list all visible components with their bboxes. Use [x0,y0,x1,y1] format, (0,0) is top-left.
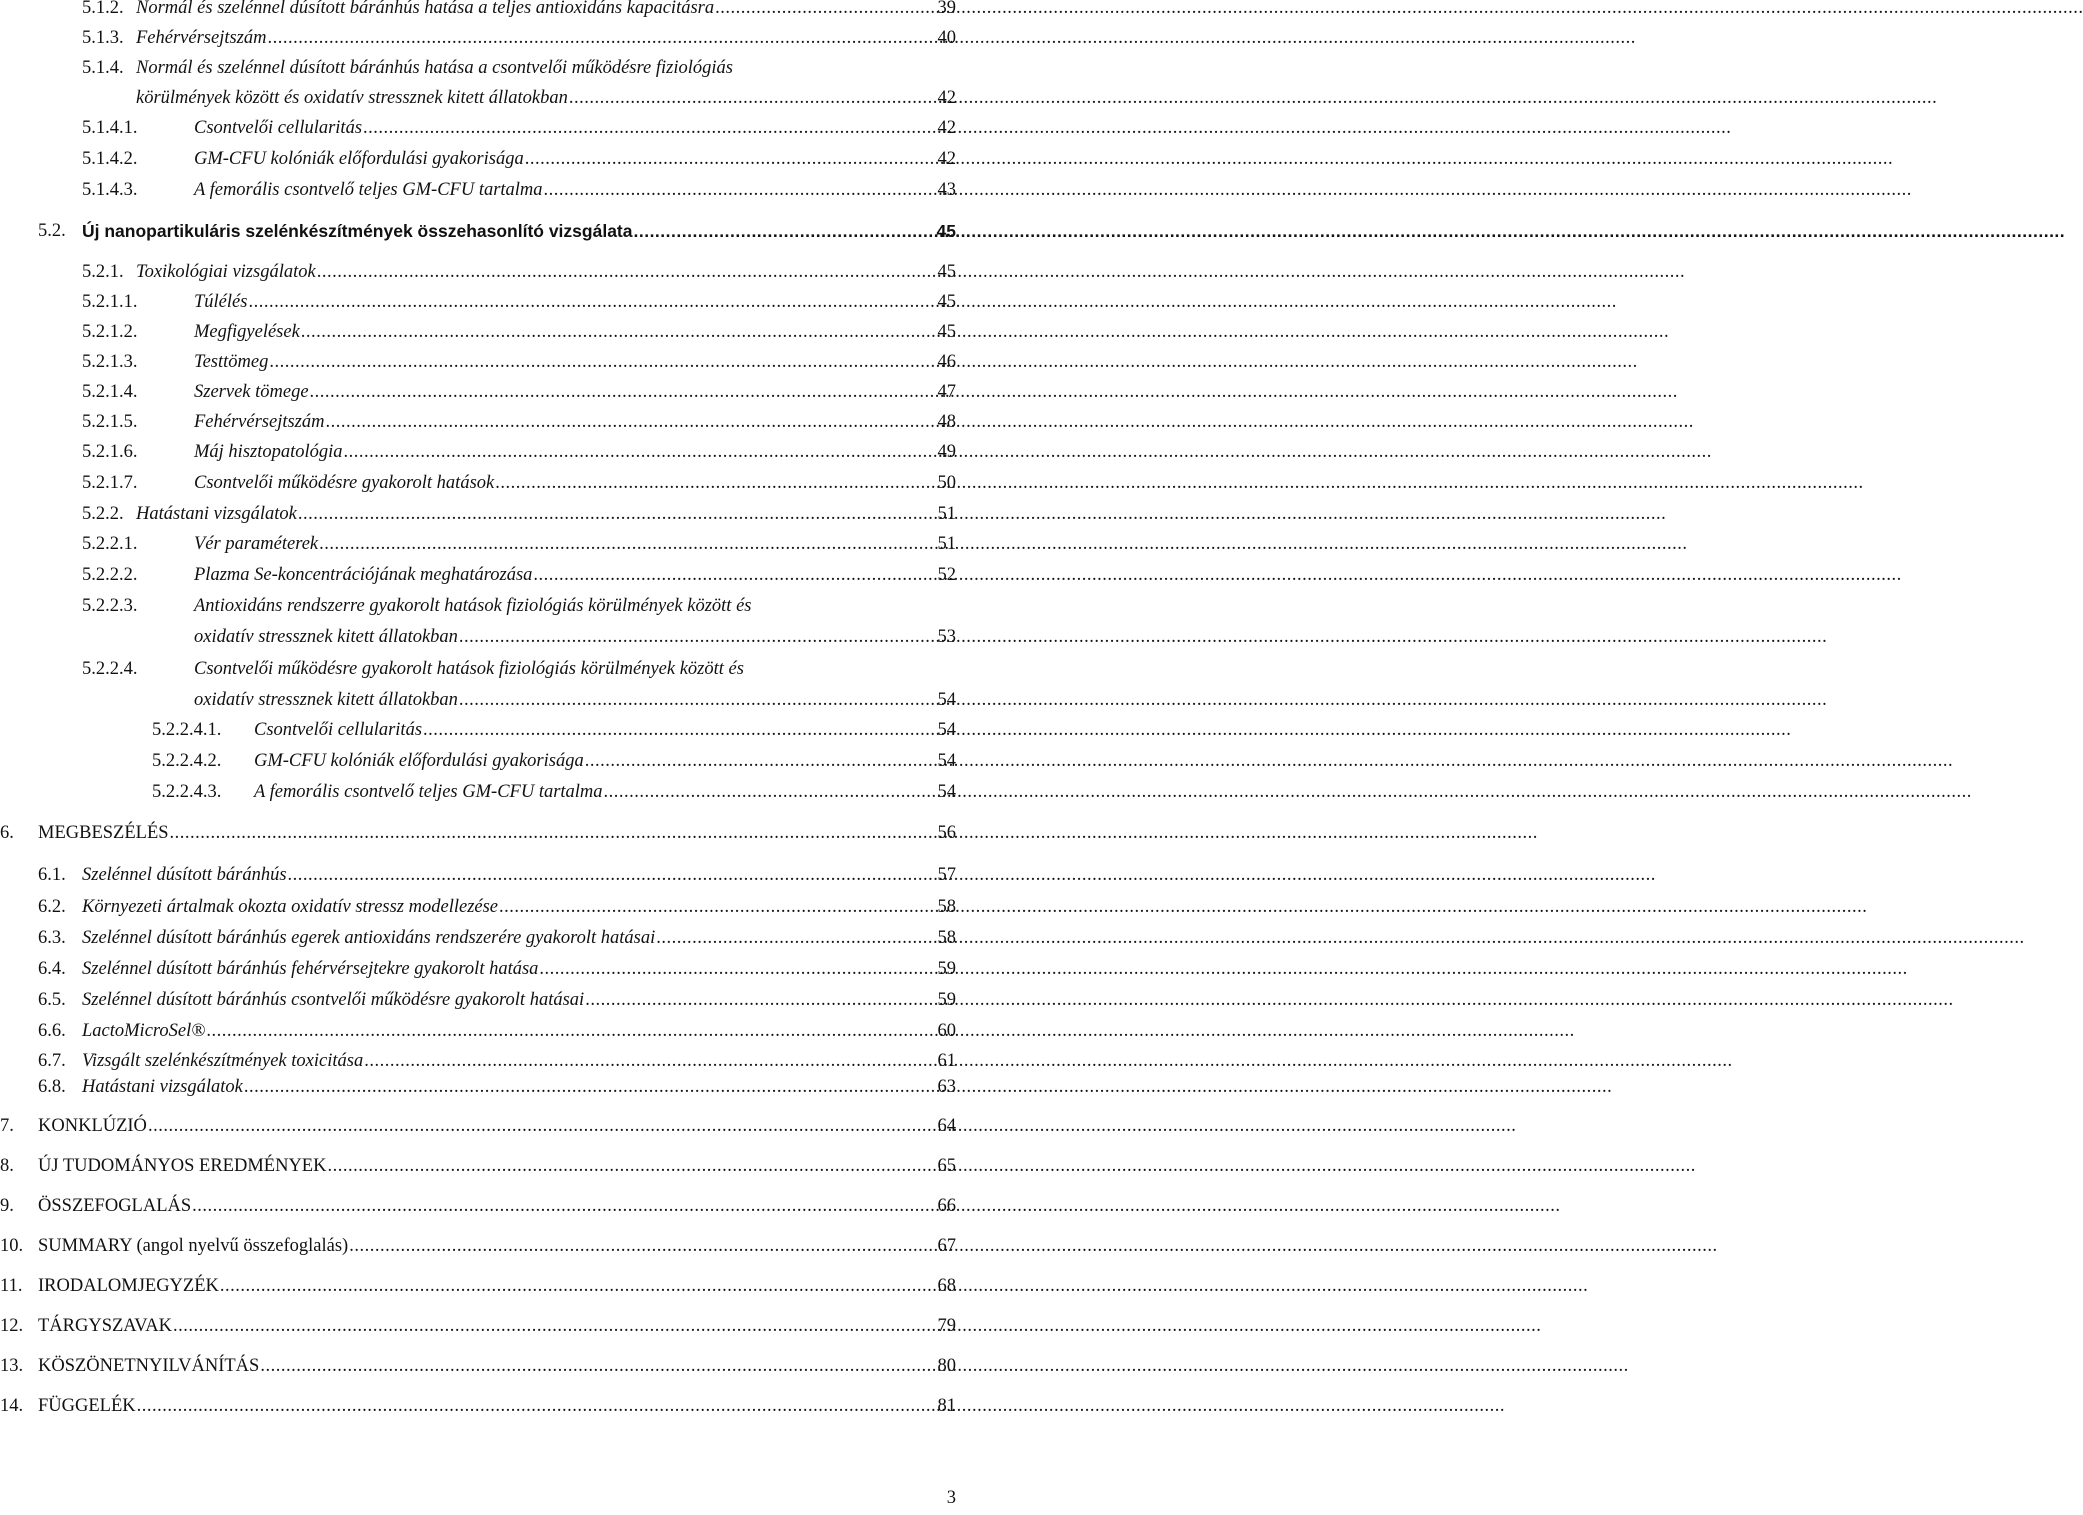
toc-page: 50 [937,473,956,493]
toc-number: 13. [0,1356,24,1376]
toc-page: 54 [937,720,956,740]
toc-entry[interactable] [38,217,956,245]
toc-entry[interactable] [0,1312,956,1340]
toc-leader-dots [244,1073,937,1101]
toc-title: Toxikológiai vizsgálatok [136,262,316,282]
toc-entry[interactable] [38,924,956,952]
toc-entry[interactable] [82,318,956,346]
toc-entry[interactable] [0,1272,956,1300]
toc-number: 6.7. [38,1051,66,1071]
toc-entry[interactable] [82,54,920,82]
toc-number: 5.1.4.3. [82,180,138,200]
toc-page: 65 [937,1156,956,1176]
toc-leader-dots [192,1192,936,1220]
toc-number: 6.8. [38,1077,66,1097]
toc-title: Fehérvérsejtszám [194,412,325,432]
toc-title: Csontvelői cellularitás [194,118,363,138]
toc-entry[interactable] [82,438,956,466]
toc-entry[interactable] [0,1232,956,1260]
toc-page: 51 [937,504,956,524]
toc-leader-dots [544,176,937,204]
toc-number: 9. [0,1196,14,1216]
toc-leader-dots [137,1392,937,1420]
toc-leader-dots [268,24,937,52]
toc-page: 42 [937,149,956,169]
toc-number: 6.5. [38,990,66,1010]
toc-page: 54 [937,690,956,710]
toc-page: 45 [937,262,956,282]
toc-leader-dots [319,530,936,558]
toc-page: 66 [937,1196,956,1216]
toc-leader-dots [248,288,936,316]
toc-entry[interactable] [82,348,956,376]
toc-page: 42 [937,118,956,138]
toc-title: KÖSZÖNETNYILVÁNÍTÁS [38,1356,260,1376]
toc-page: 63 [937,1077,956,1097]
toc-entry[interactable] [0,819,956,847]
toc-page: 59 [937,990,956,1010]
toc-title: Csontvelői működésre gyakorolt hatások [194,473,495,493]
toc-number: 5.2.2.3. [82,596,138,616]
toc-number: 5.2.2.2. [82,565,138,585]
toc-title: A femorális csontvelő teljes GM-CFU tartalma [194,180,543,200]
toc-leader-dots [569,84,937,112]
toc-title: ÖSSZEFOGLALÁS [38,1196,192,1216]
toc-page: 54 [937,782,956,802]
toc-number: 5.2.1.2. [82,322,138,342]
toc-entry[interactable] [82,258,956,286]
toc-title: Környezeti ártalmak okozta oxidatív stressz modellezése [82,897,499,917]
toc-number: 5.2.1.1. [82,292,138,312]
toc-title-continuation: körülmények között és oxidatív stressznek kitett állatokban [136,88,568,108]
toc-entry[interactable] [82,378,956,406]
toc-title-continuation: oxidatív stressznek kitett állatokban [194,690,458,710]
toc-number: 5.1.2. [82,0,124,18]
toc-title: Szelénnel dúsított báránhús [82,865,287,885]
toc-entry[interactable] [0,1352,956,1380]
toc-page: 39 [937,0,956,18]
toc-number: 6.1. [38,865,66,885]
toc-number: 5.2.1. [82,262,124,282]
toc-entry[interactable] [82,145,956,173]
toc-entry[interactable] [38,861,956,889]
toc-title: GM-CFU kolóniák előfordulási gyakorisága [194,149,524,169]
toc-title: Szelénnel dúsított báránhús csontvelői működésre gyakorolt hatásai [82,990,585,1010]
toc-leader-dots [220,1272,937,1300]
toc-page: 56 [937,823,956,843]
toc-page: 45 [936,221,956,241]
toc-title: Csontvelői működésre gyakorolt hatások fiziológiás körülmények között és [194,659,744,679]
toc-title: IRODALOMJEGYZÉK [38,1276,219,1296]
toc-title: Plazma Se-koncentrációjának meghatározása [194,565,533,585]
toc-entry[interactable] [82,530,956,558]
toc-leader-dots [298,500,937,528]
toc-number: 8. [0,1156,14,1176]
toc-page: 42 [937,88,956,108]
toc-entry[interactable] [38,1073,956,1101]
toc-page: 45 [937,292,956,312]
toc-title: Szelénnel dúsított báránhús egerek antioxidáns rendszerére gyakorolt hatásai [82,928,656,948]
toc-title: Csontvelői cellularitás [254,720,423,740]
toc-leader-dots [495,469,936,497]
toc-title: Új nanopartikuláris szelénkészítmények összehasonlító vizsgálata [82,221,633,241]
toc-number: 5.2.2.4.1. [152,720,222,740]
toc-title: LactoMicroSel® [82,1021,206,1041]
toc-entry[interactable] [82,655,920,683]
toc-page: 45 [937,322,956,342]
toc-leader-dots [539,955,936,983]
toc-entry[interactable] [38,1047,956,1075]
toc-title-continuation: oxidatív stressznek kitett állatokban [194,627,458,647]
toc-leader-dots [269,348,936,376]
toc-number: 5.2. [38,221,66,241]
toc-entry[interactable] [82,288,956,316]
toc-entry[interactable] [152,778,956,806]
toc-entry[interactable] [38,986,956,1014]
toc-number: 5.2.2.4.2. [152,751,222,771]
toc-number: 6.4. [38,959,66,979]
toc-leader-dots [170,819,937,847]
toc-page: 58 [937,897,956,917]
toc-number: 6. [0,823,14,843]
toc-entry[interactable] [82,408,956,436]
toc-title: Testtömeg [194,352,269,372]
toc-number: 5.2.2. [82,504,124,524]
toc-leader-dots [260,1352,936,1380]
toc-title: TÁRGYSZAVAK [38,1316,172,1336]
toc-entry[interactable] [82,500,956,528]
toc-entry[interactable] [82,24,956,52]
toc-number: 6.6. [38,1021,66,1041]
toc-leader-dots [715,0,936,22]
toc-number: 5.2.2.4.3. [152,782,222,802]
toc-leader-dots [301,318,937,346]
toc-title: Megfigyelések [194,322,300,342]
toc-page: 57 [937,865,956,885]
toc-entry[interactable] [0,1392,956,1420]
toc-page: 68 [937,1276,956,1296]
toc-number: 11. [0,1276,23,1296]
toc-number: 5.2.1.3. [82,352,138,372]
toc-page: 46 [937,352,956,372]
toc-page: 54 [937,751,956,771]
toc-entry[interactable] [82,592,920,620]
toc-title: Hatástani vizsgálatok [136,504,297,524]
toc-entry[interactable] [152,716,956,744]
toc-title: Túlélés [194,292,248,312]
toc-leader-dots [585,986,936,1014]
toc-page: 81 [937,1396,956,1416]
toc-number: 10. [0,1236,24,1256]
toc-leader-dots [173,1312,937,1340]
toc-number: 7. [0,1116,14,1136]
toc-entry[interactable] [0,1112,956,1140]
toc-number: 5.2.1.7. [82,473,138,493]
toc-number: 5.2.2.1. [82,534,138,554]
toc-entry[interactable] [0,1152,956,1180]
toc-leader-dots [288,861,937,889]
toc-entry-continuation[interactable] [194,686,956,714]
toc-entry[interactable] [82,561,956,589]
toc-title: Fehérvérsejtszám [136,28,267,48]
toc-page: 43 [937,180,956,200]
toc-page: 80 [937,1356,956,1376]
toc-page: 52 [937,565,956,585]
toc-leader-dots [349,1232,936,1260]
toc-leader-dots [363,114,936,142]
toc-title: Szervek tömege [194,382,309,402]
toc-number: 6.3. [38,928,66,948]
toc-title: Vizsgált szelénkészítmények toxicitása [82,1051,364,1071]
toc-leader-dots [604,778,937,806]
toc-leader-dots [326,408,937,436]
toc-number: 5.2.1.6. [82,442,138,462]
page-number: 3 [946,1488,956,1508]
toc-leader-dots [148,1112,937,1140]
toc-number: 14. [0,1396,24,1416]
toc-title: MEGBESZÉLÉS [38,823,169,843]
toc-title: Vér paraméterek [194,534,319,554]
toc-leader-dots [499,893,936,921]
toc-page: 53 [937,627,956,647]
toc-title: Antioxidáns rendszerre gyakorolt hatások fiziológiás körülmények között és [194,596,752,616]
toc-page: 51 [937,534,956,554]
toc-page: 79 [937,1316,956,1336]
toc-leader-dots [206,1017,936,1045]
toc-leader-dots [344,438,937,466]
toc-title: A femorális csontvelő teljes GM-CFU tartalma [254,782,603,802]
toc-entry[interactable] [82,114,956,142]
toc-page: 58 [937,928,956,948]
toc-entry[interactable] [82,469,956,497]
toc-entry[interactable] [38,1017,956,1045]
toc-leader-dots [533,561,936,589]
toc-leader-dots [633,217,935,245]
toc-entry-continuation[interactable] [194,623,956,651]
toc-page: 59 [937,959,956,979]
toc-entry-continuation[interactable] [136,84,956,112]
toc-title: GM-CFU kolóniák előfordulási gyakorisága [254,751,584,771]
toc-number: 12. [0,1316,24,1336]
toc-leader-dots [459,686,937,714]
toc-number: 6.2. [38,897,66,917]
toc-entry[interactable] [82,176,956,204]
toc-title: FÜGGELÉK [38,1396,136,1416]
toc-page: 40 [937,28,956,48]
toc-page: 48 [937,412,956,432]
toc-entry[interactable] [38,893,956,921]
toc-leader-dots [423,716,936,744]
toc-leader-dots [317,258,937,286]
toc-title: Máj hisztopatológia [194,442,343,462]
toc-leader-dots [525,145,937,173]
toc-entry[interactable] [38,955,956,983]
toc-number: 5.1.4. [82,58,124,78]
toc-number: 5.2.1.4. [82,382,138,402]
toc-title: SUMMARY (angol nyelvű összefoglalás) [38,1236,349,1256]
toc-number: 5.2.1.5. [82,412,138,432]
toc-title: Normál és szelénnel dúsított báránhús hatása a teljes antioxidáns kapacitásra [136,0,715,18]
toc-title: Hatástani vizsgálatok [82,1077,243,1097]
toc-leader-dots [327,1152,936,1180]
toc-leader-dots [656,924,936,952]
toc-leader-dots [310,378,937,406]
toc-entry[interactable] [82,0,956,22]
toc-title: Szelénnel dúsított báránhús fehérvérsejtekre gyakorolt hatása [82,959,539,979]
toc-number: 5.1.4.1. [82,118,138,138]
toc-leader-dots [459,623,937,651]
toc-number: 5.1.3. [82,28,124,48]
toc-title: ÚJ TUDOMÁNYOS EREDMÉNYEK [38,1156,327,1176]
toc-number: 5.2.2.4. [82,659,138,679]
toc-page: 64 [937,1116,956,1136]
toc-page: 67 [937,1236,956,1256]
toc-page: 47 [937,382,956,402]
toc-entry[interactable] [152,747,956,775]
toc-entry[interactable] [0,1192,956,1220]
toc-page: 61 [937,1051,956,1071]
toc-leader-dots [585,747,937,775]
toc-number: 5.1.4.2. [82,149,138,169]
toc-title: Normál és szelénnel dúsított báránhús hatása a csontvelői működésre fiziológiás [136,58,733,78]
toc-page: 60 [937,1021,956,1041]
toc-page: 49 [937,442,956,462]
toc-title: KONKLÚZIÓ [38,1116,147,1136]
toc-leader-dots [364,1047,936,1075]
